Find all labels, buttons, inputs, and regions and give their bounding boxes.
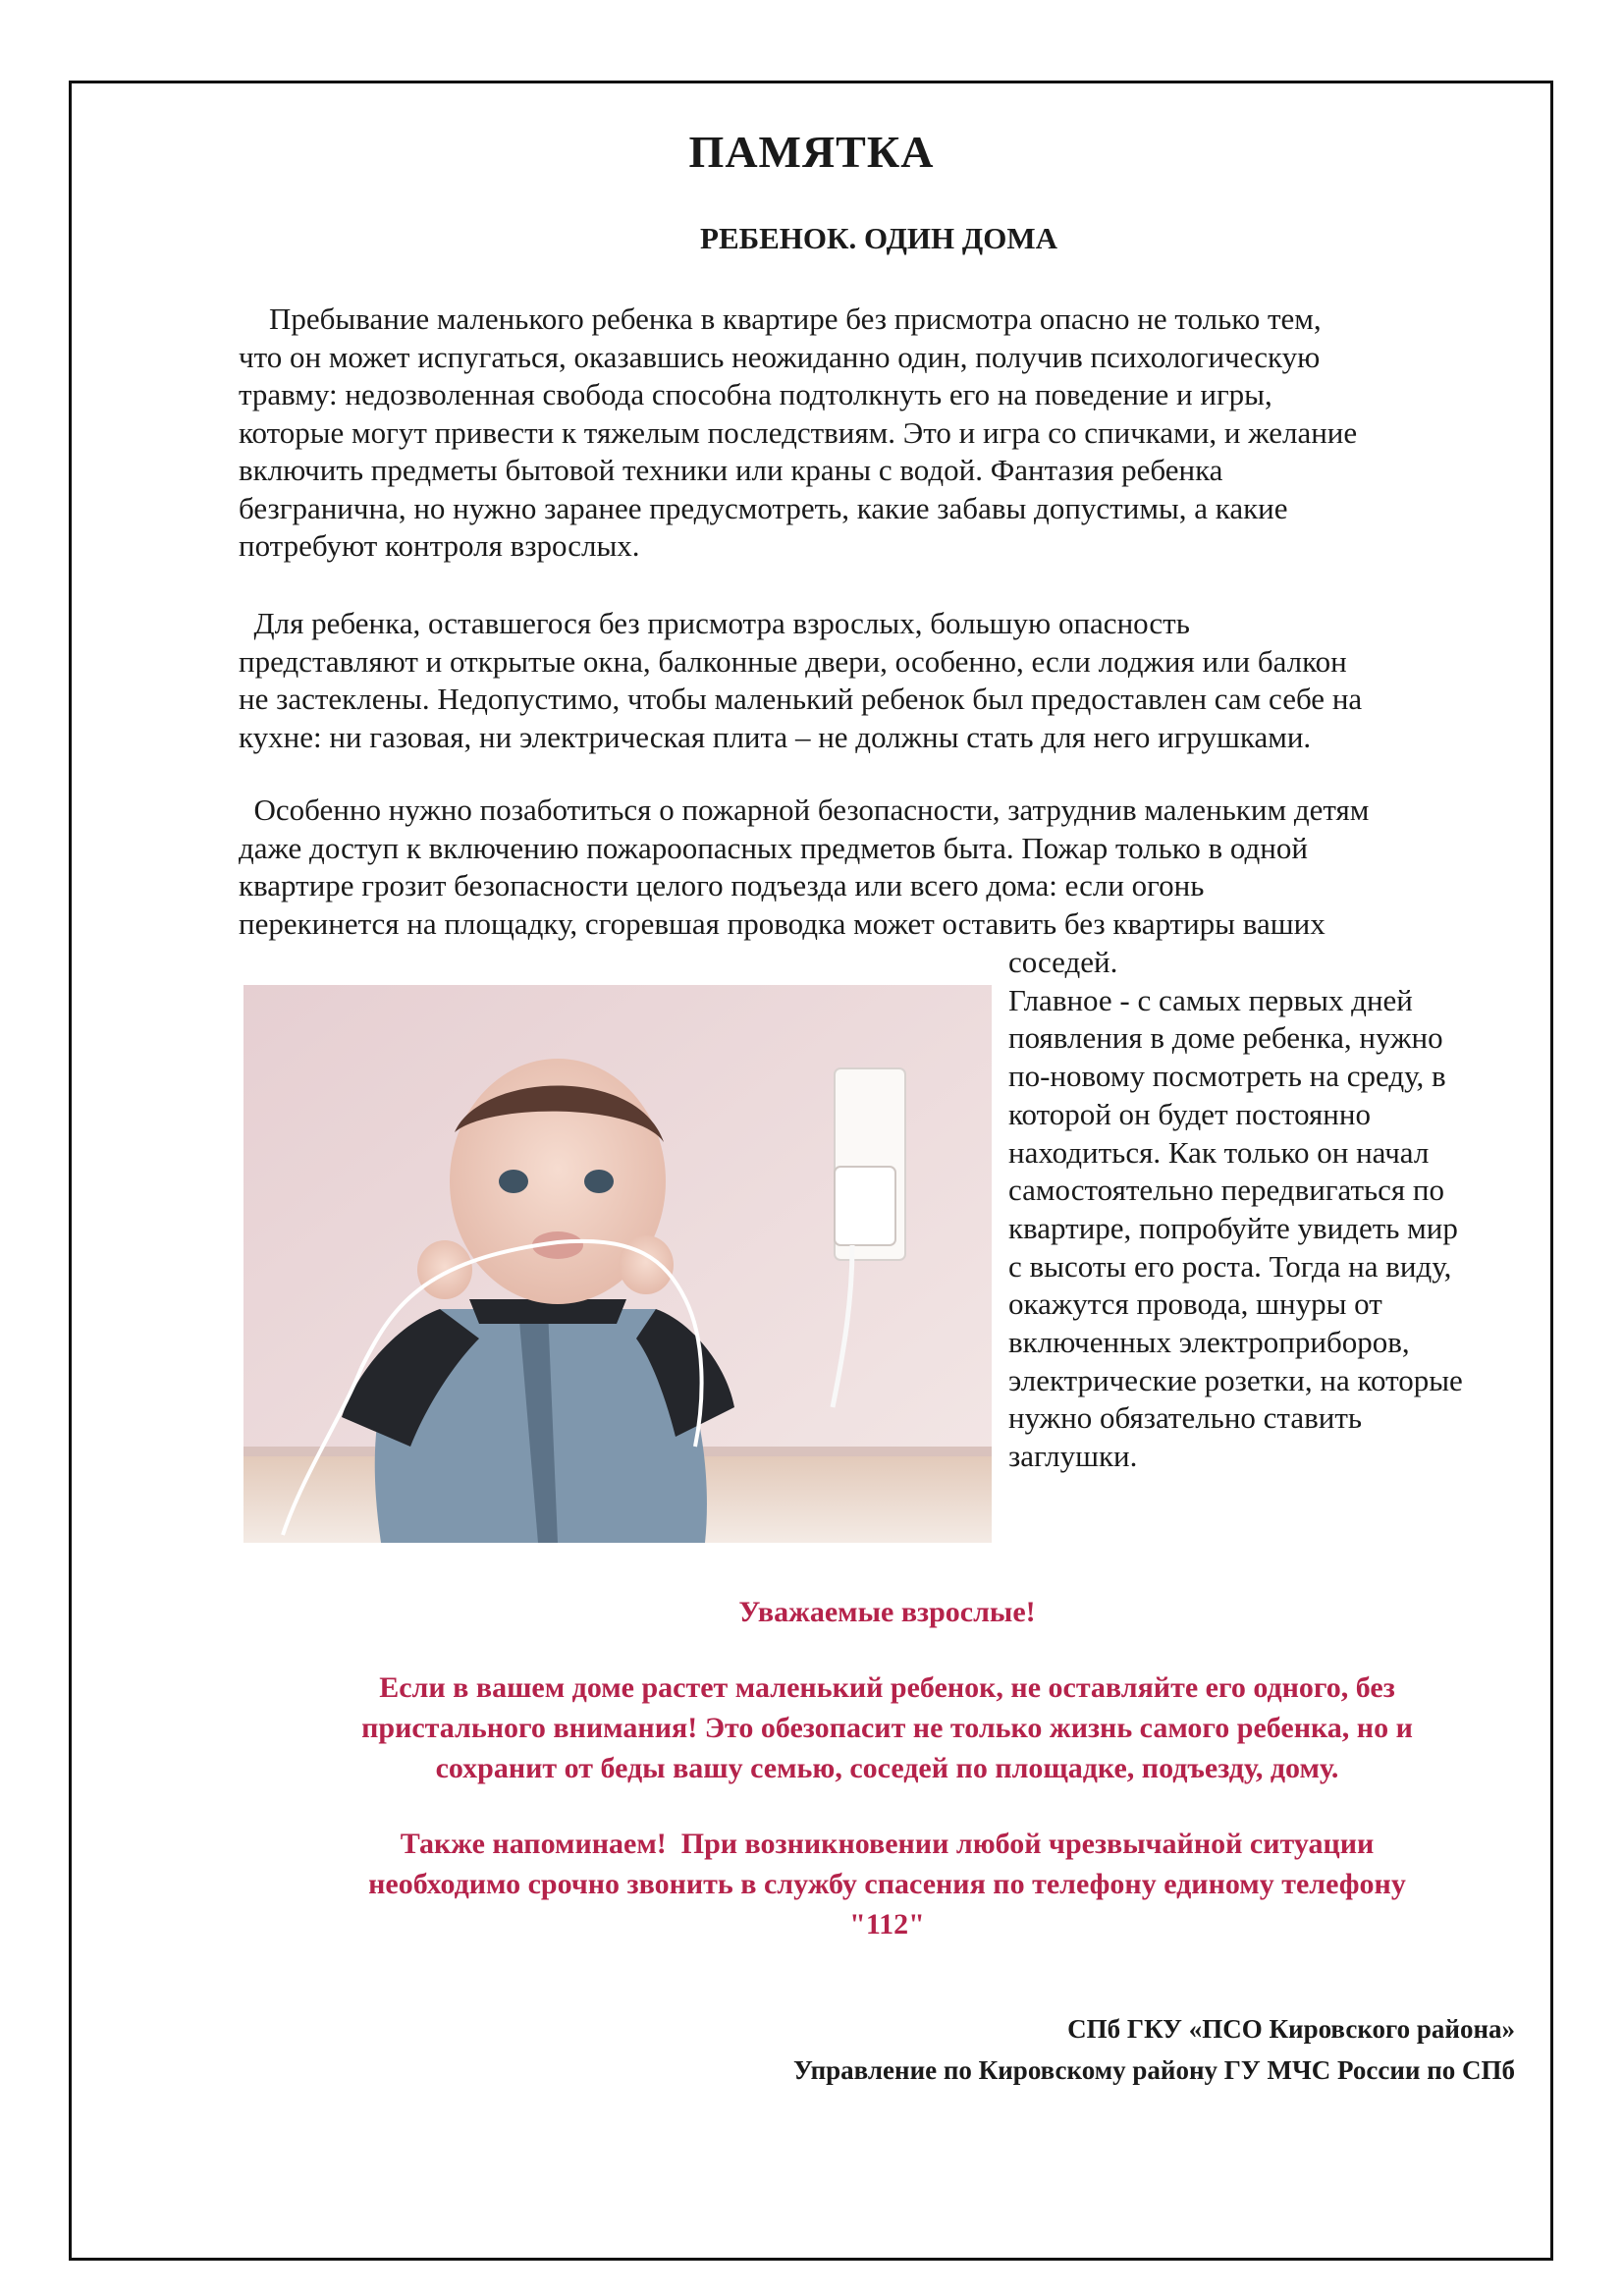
appeal-heading [0,1592,1623,1632]
paragraph-line: Для ребенка, оставшегося без присмотра взрослых, большую опасность [239,606,1190,640]
paragraph-3 [239,792,1544,943]
paragraph-line: представляют и открытые окна, балконные двери, особенно, если лоджия или балкон [239,643,1347,679]
paragraph-line: электрические розетки, на которые [1008,1362,1463,1397]
page-subtitle: РЕБЕНОК. ОДИН ДОМА [700,221,1057,255]
appeal-line: Если в вашем доме растет маленький ребенок, не оставляйте его одного, без [379,1671,1395,1704]
paragraph-line: даже доступ к включению пожароопасных предметов быта. Пожар только в одной [239,830,1308,865]
signature-line: Управление по Кировскому району ГУ МЧС России по СПб [792,2055,1515,2085]
paragraph-line: которые могут привести к тяжелым последствиям. Это и игра со спичками, и желание [239,414,1358,450]
paragraph-line: по-новому посмотреть на среду, в [1008,1059,1446,1094]
page-title: ПАМЯТКА [688,127,935,177]
paragraph-line: включить предметы бытовой техники или краны с водой. Фантазия ребенка [239,453,1223,487]
paragraph-line: с высоты его роста. Тогда на виду, [1008,1248,1452,1284]
baby-with-cord-photo [243,985,992,1543]
paragraph-line: нужно обязательно ставить [1008,1400,1363,1436]
paragraph-line: включенных электроприборов, [1008,1325,1410,1360]
appeal-line: пристального внимания! Это обезопасит не только жизнь самого ребенка, но и [361,1712,1413,1744]
paragraph-line: находиться. Как только он начал [1008,1134,1430,1170]
paragraph-line: кухне: ни газовая, ни электрическая плита – не должны стать для него игрушками. [239,719,1312,754]
paragraph-line: соседей. [1008,945,1118,979]
side-paragraph [1008,944,1539,1476]
paragraph-line: заглушки. [1008,1439,1138,1474]
paragraph-line: что он может испугаться, оказавшись неожиданно один, получив психологическую [239,339,1321,374]
signature-line: СПб ГКУ «ПСО Кировского района» [1067,2014,1515,2044]
paragraph-1 [239,301,1544,566]
paragraph-2 [239,605,1544,756]
paragraph-line: Особенно нужно позаботиться о пожарной безопасности, затруднив маленьким детям [239,793,1370,827]
reminder-line: необходимо срочно звонить в службу спасения по телефону единому телефону [368,1868,1406,1900]
appeal-heading-text: Уважаемые взрослые! [738,1596,1036,1628]
paragraph-line: окажутся провода, шнуры от [1008,1286,1382,1322]
paragraph-line: квартире, попробуйте увидеть мир [1008,1210,1458,1245]
paragraph-line: не застеклены. Недопустимо, чтобы маленький ребенок был предоставлен сам себе на [239,682,1363,716]
paragraph-line: перекинется на площадку, сгоревшая проводка может оставить без квартиры ваших [239,905,1325,941]
paragraph-line: появления в доме ребенка, нужно [1008,1020,1443,1056]
paragraph-line: безгранична, но нужно заранее предусмотреть, какие забавы допустимы, а какие [239,490,1288,525]
reminder-line: "112" [849,1908,925,1941]
appeal-line: сохранит от беды вашу семью, соседей по площадке, подъезду, дому. [435,1752,1339,1784]
reminder-text [0,1824,1623,1944]
reminder-line: Также напоминаем! При возникновении любой чрезвычайной ситуации [400,1828,1375,1860]
appeal-text [0,1667,1623,1788]
paragraph-line: Главное - с самых первых дней [1008,982,1413,1017]
paragraph-line: квартире грозит безопасности целого подъезда или всего дома: если огонь [239,868,1205,902]
paragraph-line: самостоятельно передвигаться по [1008,1173,1445,1208]
paragraph-line: Пребывание маленького ребенка в квартире без присмотра опасно не только тем, [239,301,1322,336]
paragraph-line: потребуют контроля взрослых. [239,528,640,563]
signature-block [793,2008,1515,2091]
paragraph-line: которой он будет постоянно [1008,1096,1371,1131]
paragraph-line: травму: недозволенная свобода способна подтолкнуть его на поведение и игры, [239,377,1272,411]
